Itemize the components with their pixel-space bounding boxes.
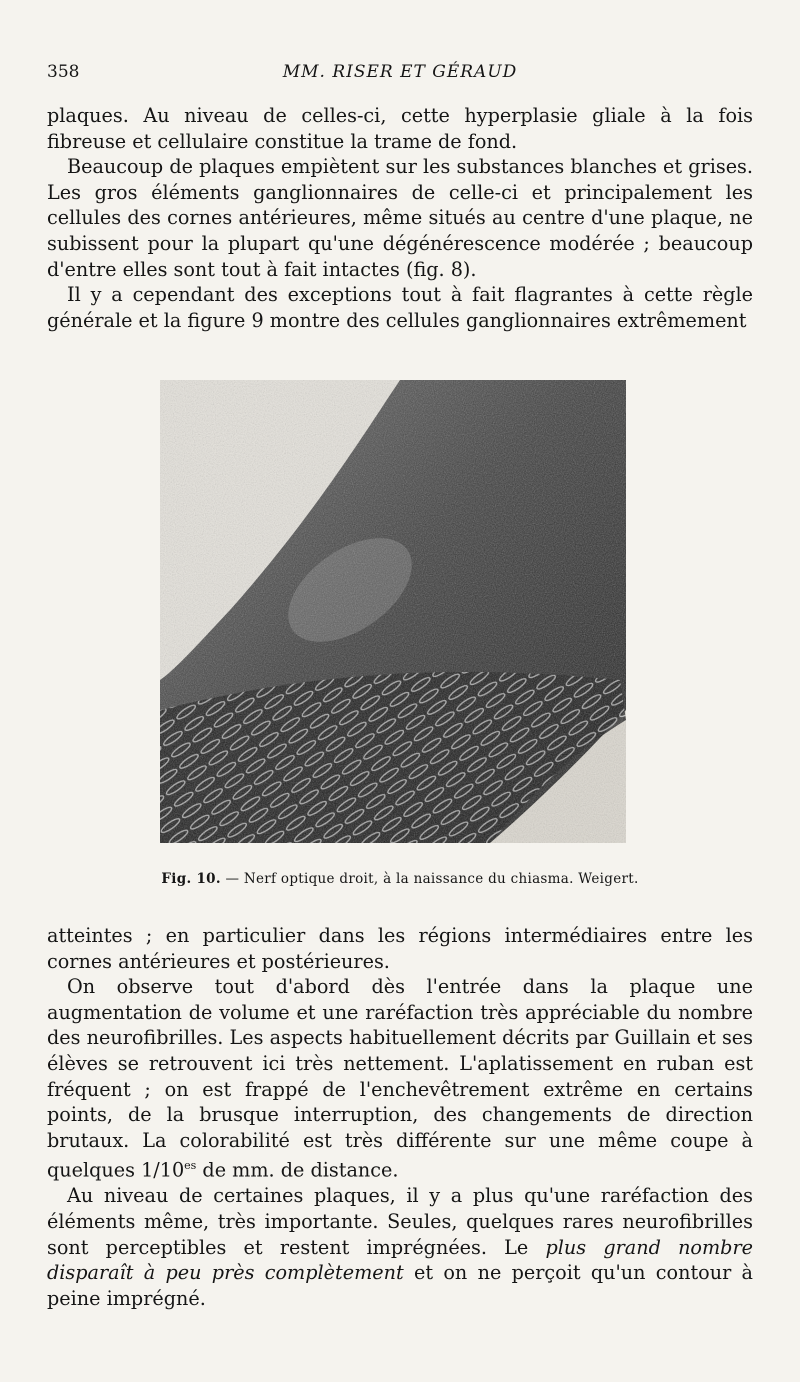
paragraph: Beaucoup de plaques empiètent sur les substances blanches et grises. Les gros éléments ganglionnaires de celle-ci et principalement les cellules des cornes antérieures, même situés au centre d'une plaque, ne subissent pour la plupart qu'une dégénérescence modérée ; beaucoup d'entre elles sont tout à fait intactes (fig. 8).: [47, 155, 753, 281]
body-text-bottom: [47, 923, 753, 1311]
paragraph: atteintes ; en particulier dans les régions intermédiaires entre les cornes antérieures et postérieures.: [47, 924, 753, 973]
paragraph-text: On observe tout d'abord dès l'entrée dans la plaque une augmentation de volume et une raréfaction très appréciable du nombre des neurofibrilles. Les aspects habituellement décrits par Guillain et ses élèves se retrouvent ici très nettement. L'aplatissement en ruban est fréquent ; on est frappé de l'enchevêtrement extrême en certains points, de la brusque interruption, des changements de direction brutaux. La colorabilité est très différente sur une même coupe à quelques 1/10: [47, 975, 753, 1182]
paragraph-text: et on ne perçoit qu'un contour à peine imprégné.: [47, 1261, 753, 1310]
paragraph-text: Au niveau de certaines plaques, il y a plus qu'une raréfaction des éléments même, très importante. Seules, quelques rares neurofibrilles sont perceptibles et restent imprégnées. Le: [47, 1184, 753, 1259]
body-text-top: [47, 103, 753, 333]
page-header: [47, 62, 753, 92]
paragraph: [47, 1183, 753, 1311]
figure-label: Fig. 10.: [161, 871, 221, 887]
page-number: 358: [47, 62, 80, 82]
paragraph-text: de mm. de distance.: [196, 1158, 399, 1182]
running-head: MM. RISER ET GÉRAUD: [282, 62, 518, 82]
superscript: es: [184, 1159, 197, 1173]
figure-caption: [0, 871, 800, 887]
figure-caption-text: — Nerf optique droit, à la naissance du chiasma. Weigert.: [225, 871, 639, 887]
paragraph: Il y a cependant des exceptions tout à fait flagrantes à cette règle générale et la figure 9 montre des cellules ganglionnaires extrêmement: [47, 283, 753, 332]
italic-text: plus grand nombre disparaît à peu près complètement: [47, 1235, 753, 1285]
figure-photomicrograph: [160, 380, 626, 843]
paragraph: plaques. Au niveau de celles-ci, cette hyperplasie gliale à la fois fibreuse et cellulaire constitue la trame de fond.: [47, 104, 753, 153]
micrograph-image: [160, 380, 626, 843]
paragraph: [47, 974, 753, 1183]
